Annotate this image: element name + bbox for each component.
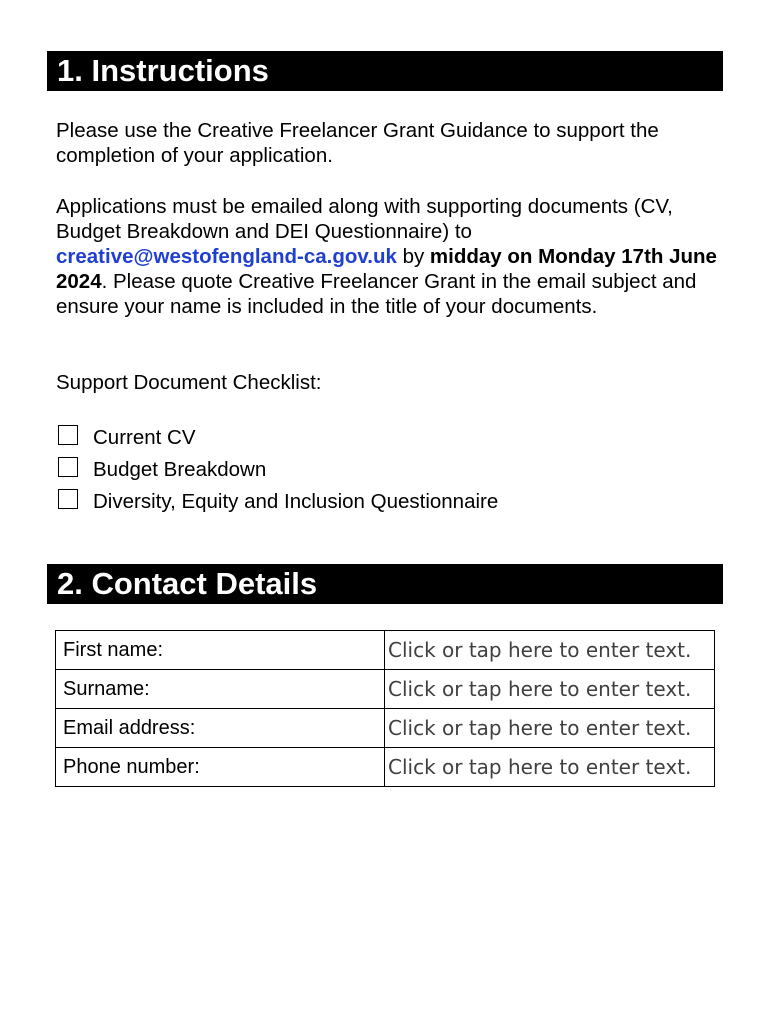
submission-text-outro: . Please quote Creative Freelancer Grant in the email subject and ensure your name is included in the title of your documents.: [56, 270, 697, 318]
checklist-label: Diversity, Equity and Inclusion Questionnaire: [93, 490, 499, 513]
checklist-item-dei[interactable]: [58, 486, 498, 518]
contact-details-heading: 2. Contact Details: [47, 564, 723, 604]
contact-details-table: [55, 630, 715, 787]
table-row: [56, 631, 715, 670]
surname-field[interactable]: Click or tap here to enter text.: [385, 670, 715, 709]
guidance-paragraph: Please use the Creative Freelancer Grant Guidance to support the completion of your application.: [56, 119, 659, 167]
surname-label: Surname:: [56, 670, 385, 709]
email-address-label: Email address:: [56, 709, 385, 748]
checklist-item-cv[interactable]: [58, 422, 498, 454]
table-row: [56, 709, 715, 748]
phone-number-field[interactable]: Click or tap here to enter text.: [385, 748, 715, 787]
document-checklist: [58, 422, 498, 518]
instructions-heading: 1. Instructions: [47, 51, 723, 91]
checkbox-budget-breakdown[interactable]: [58, 457, 78, 477]
checklist-label: Current CV: [93, 426, 196, 449]
first-name-field[interactable]: Click or tap here to enter text.: [385, 631, 715, 670]
table-row: [56, 748, 715, 787]
checkbox-dei-questionnaire[interactable]: [58, 489, 78, 509]
email-link[interactable]: creative@westofengland-ca.gov.uk: [56, 245, 397, 268]
checklist-title: Support Document Checklist:: [56, 371, 322, 394]
phone-number-label: Phone number:: [56, 748, 385, 787]
table-row: [56, 670, 715, 709]
submission-text-intro: Applications must be emailed along with supporting documents (CV, Budget Breakdown and DEI Questionnaire) to: [56, 195, 673, 243]
submission-text-by: by: [396, 245, 430, 268]
checkbox-current-cv[interactable]: [58, 425, 78, 445]
deadline-text: midday on Monday 17th June 2024: [56, 245, 717, 293]
submission-paragraph: [56, 194, 720, 319]
checklist-label: Budget Breakdown: [93, 458, 267, 481]
email-address-field[interactable]: Click or tap here to enter text.: [385, 709, 715, 748]
first-name-label: First name:: [56, 631, 385, 670]
checklist-item-budget[interactable]: [58, 454, 498, 486]
